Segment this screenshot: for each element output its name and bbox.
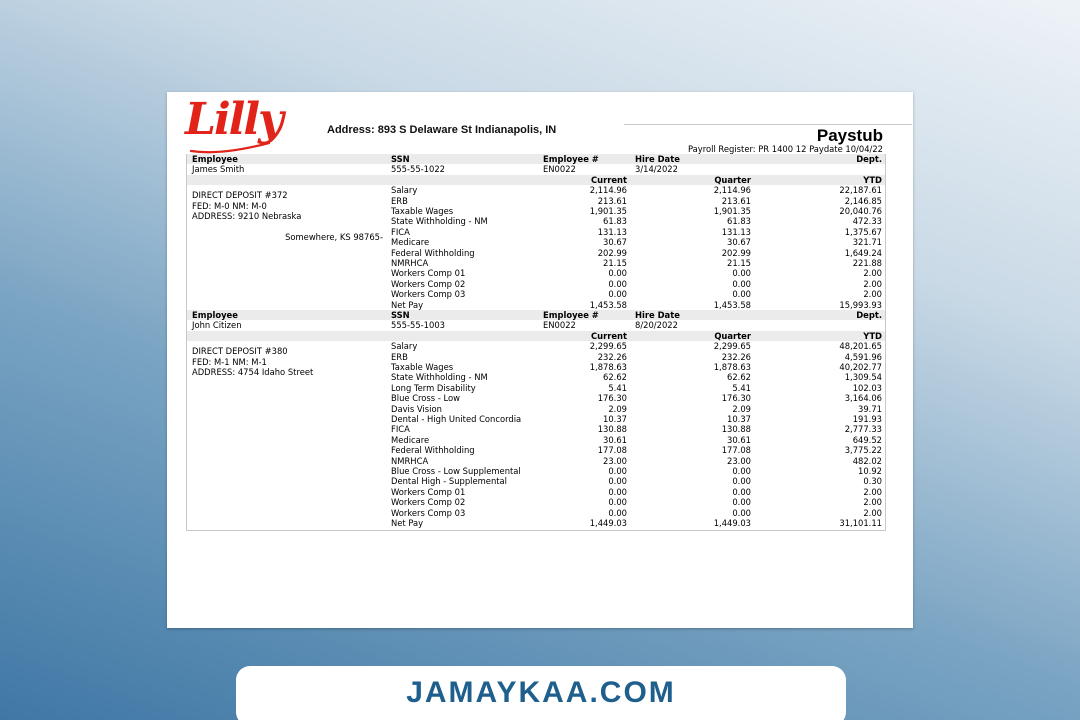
pay-line-current: 177.08: [597, 445, 627, 456]
pay-line-ytd: 3,775.22: [844, 445, 882, 456]
pay-line-current: 10.37: [603, 414, 627, 424]
employee-number-label: Employee #: [543, 310, 599, 320]
ssn-label: SSN: [391, 154, 410, 164]
banner-text: JAMAYKAA.COM: [406, 676, 676, 709]
logo-swoosh: [189, 142, 271, 154]
pay-line-current: 0.00: [608, 466, 627, 476]
pay-line-label: NMRHCA: [391, 258, 429, 268]
pay-line-quarter: 30.61: [727, 434, 751, 445]
pay-line-label: Davis Vision: [391, 403, 442, 414]
pay-line-ytd: 2.00: [863, 497, 882, 508]
pay-line-ytd: 31,101.11: [839, 518, 882, 528]
pay-line-ytd: 10.92: [858, 466, 882, 476]
company-address: Address: 893 S Delaware St Indianapolis, IN: [327, 124, 557, 136]
pay-line-label: ERB: [391, 195, 408, 206]
pay-line-ytd: 22,187.61: [839, 185, 882, 196]
pay-line-quarter: 213.61: [721, 195, 751, 206]
pay-line-current: 131.13: [597, 226, 627, 237]
employee-label: Employee: [192, 154, 238, 164]
employee-info-row: [187, 164, 885, 174]
pay-line-ytd: 39.71: [858, 403, 882, 414]
pay-line-current: 23.00: [603, 455, 627, 466]
employee-city: Somewhere, KS 98765-: [285, 231, 383, 242]
quarter-label: Quarter: [714, 174, 751, 185]
pay-line-quarter: 232.26: [721, 351, 751, 362]
pay-line-quarter: 130.88: [721, 424, 751, 435]
pay-line-quarter: 0.00: [732, 486, 751, 497]
pay-line-ytd: 2.00: [863, 507, 882, 518]
amount-header-row: [187, 331, 885, 341]
pay-line-current: 0.00: [608, 268, 627, 279]
pay-line-row: [187, 216, 885, 226]
pay-line-ytd: 2.00: [863, 289, 882, 300]
pay-line-row: [187, 289, 885, 299]
pay-line-row: [187, 248, 885, 258]
pay-line-row: [187, 352, 885, 362]
pay-line-ytd: 48,201.65: [839, 341, 882, 352]
pay-line-label: Workers Comp 01: [391, 268, 466, 279]
payroll-table: [186, 154, 886, 531]
pay-line-row: [187, 393, 885, 403]
employee-info-row: [187, 320, 885, 330]
pay-line-row: [187, 414, 885, 424]
pay-line-current: 0.00: [608, 289, 627, 300]
employee-name: James Smith: [192, 164, 245, 175]
pay-line-label: Dental - High United Concordia: [391, 414, 522, 424]
pay-line-quarter: 62.62: [727, 372, 751, 383]
pay-line-label: Workers Comp 02: [391, 278, 466, 289]
pay-line-row: [187, 497, 885, 507]
pay-line-current: 0.00: [608, 278, 627, 289]
pay-line-label: Net Pay: [391, 299, 424, 310]
pay-line-row: [187, 424, 885, 434]
pay-line-row: [187, 476, 885, 486]
page-title: Paystub: [816, 126, 883, 145]
quarter-label: Quarter: [714, 330, 751, 341]
pay-line-label: Federal Withholding: [391, 247, 475, 258]
pay-line-quarter: 176.30: [721, 393, 751, 404]
employee-hire-date: 8/20/2022: [635, 320, 678, 331]
direct-deposit: DIRECT DEPOSIT #380: [192, 346, 288, 357]
pay-line-label: ERB: [391, 351, 408, 362]
pay-line-row: [187, 268, 885, 278]
pay-line-ytd: 2.00: [863, 268, 882, 279]
pay-line-row: [187, 466, 885, 476]
paystub-document: [167, 92, 913, 628]
pay-line-label: Salary: [391, 185, 418, 196]
employee-header-row: [187, 310, 885, 320]
pay-line-quarter: 2,299.65: [713, 341, 751, 352]
pay-line-ytd: 482.02: [852, 455, 882, 466]
pay-line-current: 1,453.58: [589, 299, 627, 310]
pay-line-current: 62.62: [603, 372, 627, 383]
pay-line-label: Net Pay: [391, 518, 424, 528]
pay-line-row: [187, 362, 885, 372]
pay-line-row: [187, 518, 885, 528]
employee-number: EN0022: [543, 320, 576, 331]
fed-status: FED: M-0 NM: M-0: [192, 200, 267, 211]
employee-address: ADDRESS: 4754 Idaho Street: [192, 367, 314, 377]
pay-line-ytd: 20,040.76: [839, 206, 882, 216]
pay-line-row: [187, 487, 885, 497]
pay-line-ytd: 0.30: [863, 476, 882, 487]
pay-line-ytd: 102.03: [852, 382, 882, 393]
employee-hire-date: 3/14/2022: [635, 164, 678, 175]
pay-line-ytd: 221.88: [852, 258, 882, 268]
pay-line-label: Workers Comp 01: [391, 486, 466, 497]
pay-line-label: Dental High - Supplemental: [391, 476, 508, 487]
pay-line-current: 0.00: [608, 497, 627, 508]
pay-line-row: [187, 279, 885, 289]
payroll-register: Payroll Register: PR 1400 12 Paydate 10/04/22: [687, 144, 883, 154]
pay-line-label: Federal Withholding: [391, 445, 475, 456]
pay-line-current: 1,878.63: [589, 362, 627, 372]
employee-ssn: 555-55-1003: [391, 320, 445, 331]
fed-status: FED: M-1 NM: M-1: [192, 356, 267, 367]
pay-line-label: Blue Cross - Low Supplemental: [391, 466, 521, 476]
pay-line-row: [187, 237, 885, 247]
pay-line-ytd: 2.00: [863, 486, 882, 497]
pay-line-current: 213.61: [597, 195, 627, 206]
pay-line-row: [187, 206, 885, 216]
pay-line-label: Workers Comp 02: [391, 497, 466, 508]
pay-line-current: 2,299.65: [589, 341, 627, 352]
pay-line-label: Taxable Wages: [391, 362, 454, 372]
pay-line-current: 1,449.03: [589, 518, 627, 528]
pay-line-quarter: 1,878.63: [713, 362, 751, 372]
pay-line-ytd: 15,993.93: [839, 299, 882, 310]
pay-line-quarter: 1,453.58: [713, 299, 751, 310]
pay-line-row: [187, 300, 885, 310]
pay-line-row: [187, 258, 885, 268]
current-label: Current: [590, 330, 627, 341]
pay-line-row: [187, 227, 885, 237]
pay-line-quarter: 1,449.03: [713, 518, 751, 528]
pay-line-row: [187, 196, 885, 206]
ytd-label: YTD: [863, 330, 882, 341]
watermark-banner: [236, 666, 846, 720]
pay-line-quarter: 23.00: [727, 455, 751, 466]
hire-date-label: Hire Date: [635, 310, 680, 320]
pay-line-current: 130.88: [597, 424, 627, 435]
pay-line-label: State Withholding - NM: [391, 216, 488, 227]
pay-line-label: Workers Comp 03: [391, 289, 466, 300]
pay-line-current: 5.41: [608, 382, 627, 393]
pay-line-row: [187, 456, 885, 466]
pay-line-current: 30.61: [603, 434, 627, 445]
pay-line-row: [187, 435, 885, 445]
pay-line-ytd: 1,309.54: [844, 372, 882, 383]
pay-line-label: Blue Cross - Low: [391, 393, 460, 404]
pay-line-ytd: 40,202.77: [839, 362, 882, 372]
ytd-label: YTD: [863, 174, 882, 185]
pay-line-quarter: 2,114.96: [713, 185, 751, 196]
pay-line-quarter: 21.15: [727, 258, 751, 268]
pay-line-quarter: 0.00: [732, 268, 751, 279]
pay-line-label: Medicare: [391, 237, 430, 248]
pay-line-quarter: 2.09: [732, 403, 751, 414]
pay-line-label: State Withholding - NM: [391, 372, 488, 383]
pay-line-ytd: 2,777.33: [844, 424, 882, 435]
pay-line-ytd: 2.00: [863, 278, 882, 289]
ssn-label: SSN: [391, 310, 410, 320]
employee-number: EN0022: [543, 164, 576, 175]
pay-line-quarter: 0.00: [732, 476, 751, 487]
pay-line-label: Salary: [391, 341, 418, 352]
pay-line-quarter: 202.99: [721, 247, 751, 258]
pay-line-ytd: 3,164.06: [844, 393, 882, 404]
pay-line-row: [187, 341, 885, 351]
pay-line-current: 61.83: [603, 216, 627, 227]
pay-line-label: FICA: [391, 226, 410, 237]
pay-line-quarter: 1,901.35: [713, 206, 751, 216]
pay-line-current: 0.00: [608, 486, 627, 497]
pay-line-quarter: 61.83: [727, 216, 751, 227]
pay-line-current: 232.26: [597, 351, 627, 362]
dept-label: Dept.: [856, 310, 882, 320]
pay-line-row: [187, 185, 885, 195]
pay-line-quarter: 30.67: [727, 237, 751, 248]
pay-line-current: 176.30: [597, 393, 627, 404]
pay-line-ytd: 1,649.24: [844, 247, 882, 258]
pay-line-current: 1,901.35: [589, 206, 627, 216]
employee-ssn: 555-55-1022: [391, 164, 445, 175]
pay-line-quarter: 131.13: [721, 226, 751, 237]
pay-line-quarter: 0.00: [732, 507, 751, 518]
pay-line-ytd: 321.71: [852, 237, 882, 248]
pay-line-row: [187, 372, 885, 382]
pay-line-row: [187, 404, 885, 414]
pay-line-label: Long Term Disability: [391, 382, 476, 393]
employee-label: Employee: [192, 310, 238, 320]
pay-line-current: 2,114.96: [589, 185, 627, 196]
employee-name: John Citizen: [192, 320, 242, 331]
pay-line-ytd: 4,591.96: [844, 351, 882, 362]
pay-line-quarter: 0.00: [732, 289, 751, 300]
pay-line-label: Taxable Wages: [391, 206, 454, 216]
pay-line-quarter: 10.37: [727, 414, 751, 424]
pay-line-quarter: 0.00: [732, 497, 751, 508]
pay-line-current: 21.15: [603, 258, 627, 268]
pay-line-current: 2.09: [608, 403, 627, 414]
pay-line-label: Medicare: [391, 434, 430, 445]
pay-line-ytd: 2,146.85: [844, 195, 882, 206]
pay-line-current: 202.99: [597, 247, 627, 258]
pay-line-label: Workers Comp 03: [391, 507, 466, 518]
pay-line-current: 0.00: [608, 476, 627, 487]
direct-deposit: DIRECT DEPOSIT #372: [192, 190, 288, 201]
pay-line-current: 0.00: [608, 507, 627, 518]
pay-line-ytd: 472.33: [852, 216, 882, 227]
header-rule: [624, 124, 912, 125]
hire-date-label: Hire Date: [635, 154, 680, 164]
pay-line-quarter: 177.08: [721, 445, 751, 456]
employee-number-label: Employee #: [543, 154, 599, 164]
employee-header-row: [187, 154, 885, 164]
pay-line-label: FICA: [391, 424, 410, 435]
current-label: Current: [590, 174, 627, 185]
pay-line-quarter: 0.00: [732, 278, 751, 289]
pay-line-quarter: 5.41: [732, 382, 751, 393]
dept-label: Dept.: [856, 154, 882, 164]
pay-line-row: [187, 383, 885, 393]
pay-line-row: [187, 508, 885, 518]
pay-line-ytd: 649.52: [852, 434, 882, 445]
pay-line-ytd: 191.93: [852, 414, 882, 424]
pay-line-quarter: 0.00: [732, 466, 751, 476]
pay-line-current: 30.67: [603, 237, 627, 248]
employee-address: ADDRESS: 9210 Nebraska: [192, 211, 302, 221]
pay-line-row: [187, 445, 885, 455]
pay-line-label: NMRHCA: [391, 455, 429, 466]
amount-header-row: [187, 175, 885, 185]
pay-line-ytd: 1,375.67: [844, 226, 882, 237]
company-logo: Lilly: [185, 94, 282, 145]
